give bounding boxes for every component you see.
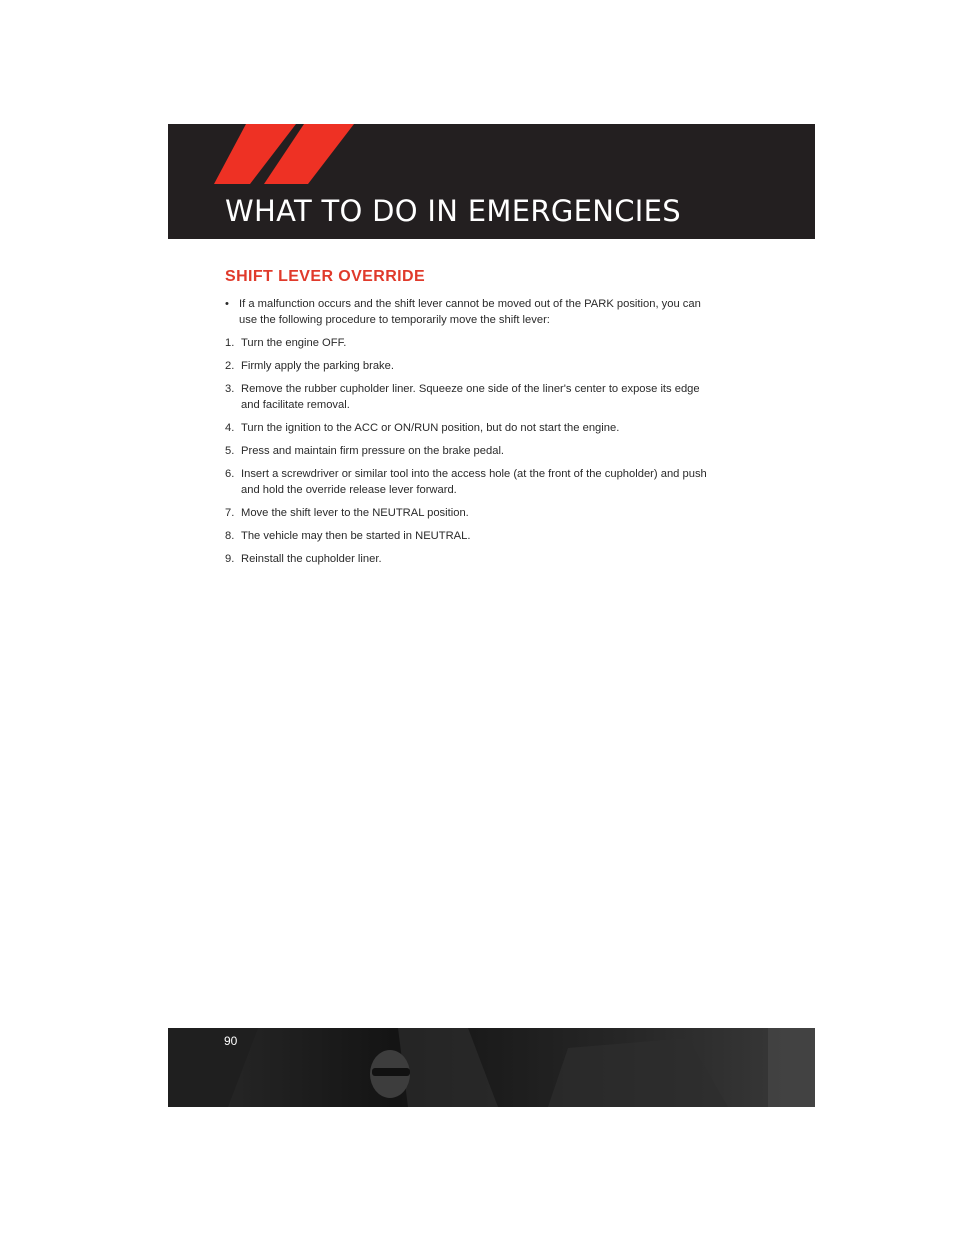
- step-text: Firmly apply the parking brake.: [241, 360, 394, 372]
- step-text: Press and maintain firm pressure on the brake pedal.: [241, 445, 505, 457]
- intro-text: If a malfunction occurs and the shift lever cannot be moved out of the PARK position, you can use the following procedure to temporarily move the shift lever:: [239, 298, 701, 326]
- step-text: Insert a screwdriver or similar tool into the access hole (at the front of the cupholder) and push and hold the override release lever forward.: [241, 468, 707, 496]
- step-number: 7.: [225, 507, 235, 519]
- main-content: [225, 268, 715, 574]
- bullet-marker: •: [225, 298, 229, 310]
- step-number: 4.: [225, 422, 235, 434]
- step-text: Move the shift lever to the NEUTRAL position.: [241, 507, 469, 519]
- page-number: 90: [224, 1034, 238, 1048]
- step-number: 6.: [225, 468, 235, 480]
- list-item: [225, 551, 715, 567]
- step-text: Turn the ignition to the ACC or ON/RUN position, but do not start the engine.: [241, 422, 620, 434]
- list-item: [225, 528, 715, 544]
- step-text: Reinstall the cupholder liner.: [241, 553, 382, 565]
- step-number: 3.: [225, 383, 235, 395]
- intro-bullet: [225, 296, 715, 328]
- list-item: [225, 381, 715, 413]
- step-number: 9.: [225, 553, 235, 565]
- step-number: 1.: [225, 337, 235, 349]
- step-text: Turn the engine OFF.: [241, 337, 347, 349]
- list-item: [225, 420, 715, 436]
- section-title: SHIFT LEVER OVERRIDE: [225, 268, 426, 285]
- step-number: 8.: [225, 530, 235, 542]
- list-item: [225, 505, 715, 521]
- list-item: [225, 443, 715, 459]
- list-item: [225, 358, 715, 374]
- step-text: The vehicle may then be started in NEUTRAL.: [241, 530, 471, 542]
- page-header: [168, 124, 815, 239]
- page-footer: [168, 1028, 815, 1107]
- list-item: [225, 466, 715, 498]
- list-item: [225, 335, 715, 351]
- step-number: 5.: [225, 445, 235, 457]
- step-number: 2.: [225, 360, 235, 372]
- step-text: Remove the rubber cupholder liner. Squeeze one side of the liner's center to expose its edge and facilitate removal.: [241, 383, 700, 411]
- footer-photo-image: [168, 1028, 815, 1107]
- brand-stripes-icon: [168, 124, 368, 186]
- page-title: WHAT TO DO IN EMERGENCIES: [225, 194, 681, 228]
